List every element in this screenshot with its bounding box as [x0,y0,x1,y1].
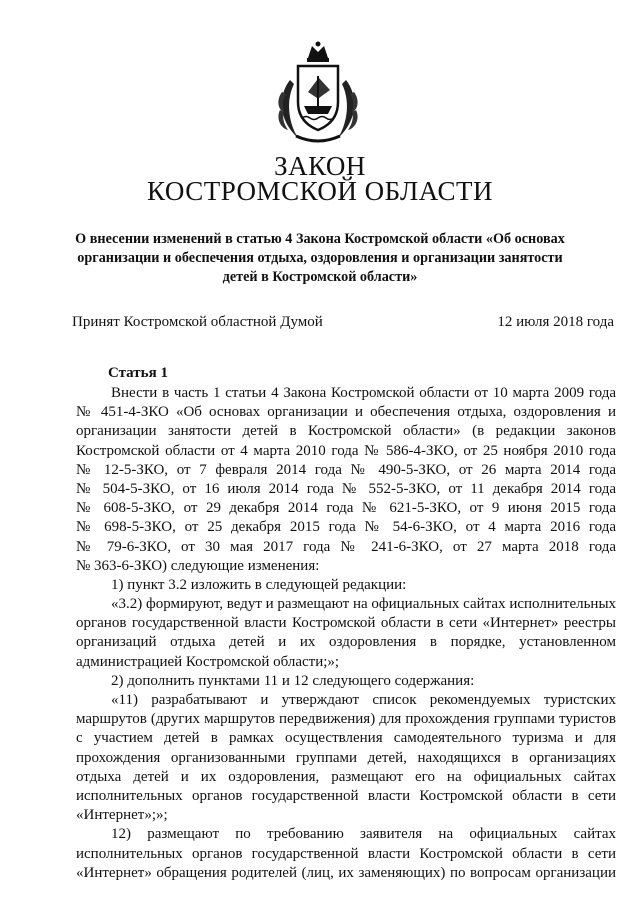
article-heading: Статья 1 [108,365,168,381]
text-line: Костромской области от 4 марта 2010 года № 586-4-ЗКО, от 25 ноября 2010 года [76,442,616,459]
text-line: «3.2) формируют, ведут и размещают на официальных сайтах исполнительных [111,596,616,613]
subject-line: организации и обеспечения отдыха, оздоровления и организации занятости [77,250,563,266]
text-line: администрацией Костромской области;»; [76,653,340,670]
text-line: № 79-6-ЗКО, от 30 мая 2017 года № 241-6-ЗКО, от 27 марта 2018 года [76,538,616,555]
text-line: «Интернет» обращения родителей (лиц, их заменяющих) по вопросам организации [76,864,616,881]
text-line: 2) дополнить пунктами 11 и 12 следующего содержания: [111,672,475,689]
text-line: «11) разрабатывают и утверждают список рекомендуемых туристских [111,692,616,708]
text-line: организаций отдыха детей и их оздоровления в порядке, установленном [76,634,616,651]
text-line: Внести в часть 1 статьи 4 Закона Костромской области от 10 марта 2009 года [111,385,616,401]
adoption-line [72,314,614,331]
text-line: органов государственной власти Костромской области в сети «Интернет» реестры [76,615,616,632]
text-line: № 608-5-ЗКО, от 29 декабря 2014 года № 621-5-ЗКО, от 9 июня 2015 года [76,500,616,517]
text-line: исполнительных органов государственной власти Костромской области в сети [76,787,616,804]
law-title-line2: КОСТРОМСКОЙ ОБЛАСТИ [147,176,493,206]
text-line: № 363-6-ЗКО) следующие изменения: [76,557,320,574]
text-line: № 698-5-ЗКО, от 25 декабря 2015 года № 54-6-ЗКО, от 4 марта 2016 года [76,519,616,536]
text-line: организации занятости детей в Костромской области» (в редакции законов [76,423,616,440]
adoption-date: 12 июля 2018 года [497,314,614,330]
law-subject [70,230,570,287]
text-line: № 504-5-ЗКО, от 16 июля 2014 года № 552-5-ЗКО, от 11 декабря 2014 года [76,480,616,497]
text-line: № 451-4-ЗКО «Об основах организации и обеспечения отдыха, оздоровления и [76,404,616,421]
text-line: № 12-5-ЗКО, от 7 февраля 2014 года № 490-5-ЗКО, от 26 марта 2014 года [76,461,616,478]
text-line: прохождения организованными группами детей, находящихся в организациях [76,749,616,766]
adopted-by: Принят Костромской областной Думой [72,314,323,330]
law-title-line1: ЗАКОН [274,151,366,181]
text-line: 12) размещают по требованию заявителя на официальных сайтах [111,826,616,843]
article-body [76,384,616,883]
text-line: исполнительных органов государственной власти Костромской области в сети [76,845,616,862]
text-line: 1) пункт 3.2 изложить в следующей редакции: [111,576,407,593]
subject-line: детей в Костромской области» [222,269,418,285]
subject-line: О внесении изменений в статью 4 Закона Костромской области «Об основах [75,231,565,247]
kostroma-coat-of-arms-icon [268,40,368,150]
text-line: маршрутов (других маршрутов передвижения) для прохождения группами туристов [76,711,616,728]
text-line: «Интернет»;»; [76,807,168,824]
text-line: отдыха детей и их оздоровления, размещают его на официальных сайтах [76,768,616,785]
text-line: с участием детей в рамках осуществления самодеятельного туризма и для [76,730,616,747]
